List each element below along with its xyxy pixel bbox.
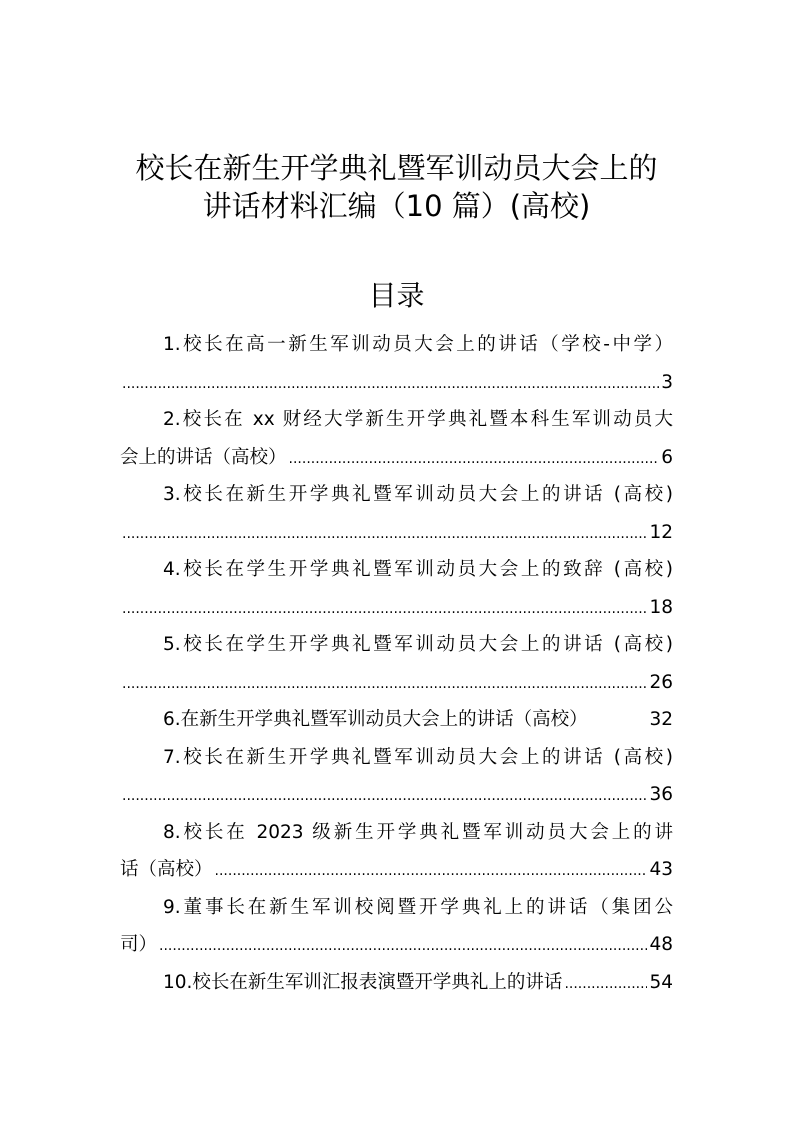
dot-leader [159, 928, 647, 966]
toc-entry-title: 4.校长在学生开学典礼暨军训动员大会上的致辞 (高校) [163, 559, 673, 580]
toc-entry-leader-line [120, 851, 673, 889]
dot-leader [122, 778, 647, 816]
toc-entry-1[interactable] [120, 326, 673, 401]
toc-entry-page: 32 [649, 709, 673, 730]
toc-entry-title-continued: 话（高校） [120, 859, 213, 880]
toc-entry-title: 6.在新生开学典礼暨军训动员大会上的讲话（高校） [163, 709, 588, 730]
toc-entry-leader-line [120, 364, 673, 402]
toc-entry-4[interactable] [120, 551, 673, 626]
toc-entry-page: 6 [661, 446, 673, 468]
toc-entry-leader-line [120, 439, 673, 477]
toc-entry-6[interactable] [120, 701, 673, 739]
dot-leader [122, 366, 659, 404]
table-of-contents [120, 326, 673, 1001]
toc-entry-leader-line [120, 514, 673, 552]
toc-entry-leader-line [120, 964, 673, 1002]
toc-heading: 目录 [368, 279, 425, 312]
toc-entry-page: 36 [649, 784, 673, 805]
toc-entry-2[interactable] [120, 401, 673, 476]
toc-entry-title: 7.校长在新生开学典礼暨军训动员大会上的讲话 (高校) [163, 746, 673, 768]
toc-entry-title: 1.校长在高一新生军训动员大会上的讲话（学校-中学） [163, 334, 673, 355]
dot-leader [564, 966, 647, 1004]
toc-entry-page: 48 [649, 934, 673, 955]
toc-entry-title: 8.校长在 2023 级新生开学典礼暨军训动员大会上的讲 [163, 821, 673, 843]
toc-entry-page: 26 [649, 671, 673, 693]
toc-entry-title: 10.校长在新生军训汇报表演暨开学典礼上的讲话 [163, 971, 563, 993]
toc-entry-9[interactable] [120, 889, 673, 964]
toc-entry-title-continued: 司） [120, 934, 158, 955]
toc-entry-10[interactable] [120, 964, 673, 1002]
dot-leader [122, 591, 647, 629]
toc-entry-8[interactable] [120, 814, 673, 889]
document-title-line-1: 校长在新生开学典礼暨军训动员大会上的 [135, 151, 658, 185]
toc-entry-title: 9.董事长在新生军训校阅暨开学典礼上的讲话（集团公 [163, 896, 673, 918]
toc-entry-title: 3.校长在新生开学典礼暨军训动员大会上的讲话 (高校) [163, 484, 673, 505]
toc-entry-title-continued: 会上的讲话（高校） [120, 446, 287, 468]
toc-entry-page: 54 [649, 971, 673, 993]
toc-entry-title: 2.校长在 xx 财经大学新生开学典礼暨本科生军训动员大 [163, 409, 673, 430]
dot-leader [122, 516, 647, 554]
dot-leader [215, 853, 648, 891]
toc-entry-leader-line [120, 926, 673, 964]
toc-entry-7[interactable] [120, 739, 673, 814]
toc-entry-leader-line [120, 776, 673, 814]
toc-entry-page: 12 [649, 521, 673, 543]
dot-leader [122, 666, 647, 704]
document-title-line-2: 讲话材料汇编（10 篇）(高校) [202, 189, 591, 223]
toc-entry-page: 43 [649, 859, 673, 880]
toc-entry-leader-line [120, 701, 673, 739]
toc-entry-title: 5.校长在学生开学典礼暨军训动员大会上的讲话 (高校) [163, 634, 673, 655]
dot-leader [289, 441, 660, 479]
toc-entry-5[interactable] [120, 626, 673, 701]
toc-entry-leader-line [120, 664, 673, 702]
toc-entry-leader-line [120, 589, 673, 627]
toc-entry-3[interactable] [120, 476, 673, 551]
toc-entry-page: 3 [661, 371, 673, 393]
toc-entry-page: 18 [649, 596, 673, 618]
